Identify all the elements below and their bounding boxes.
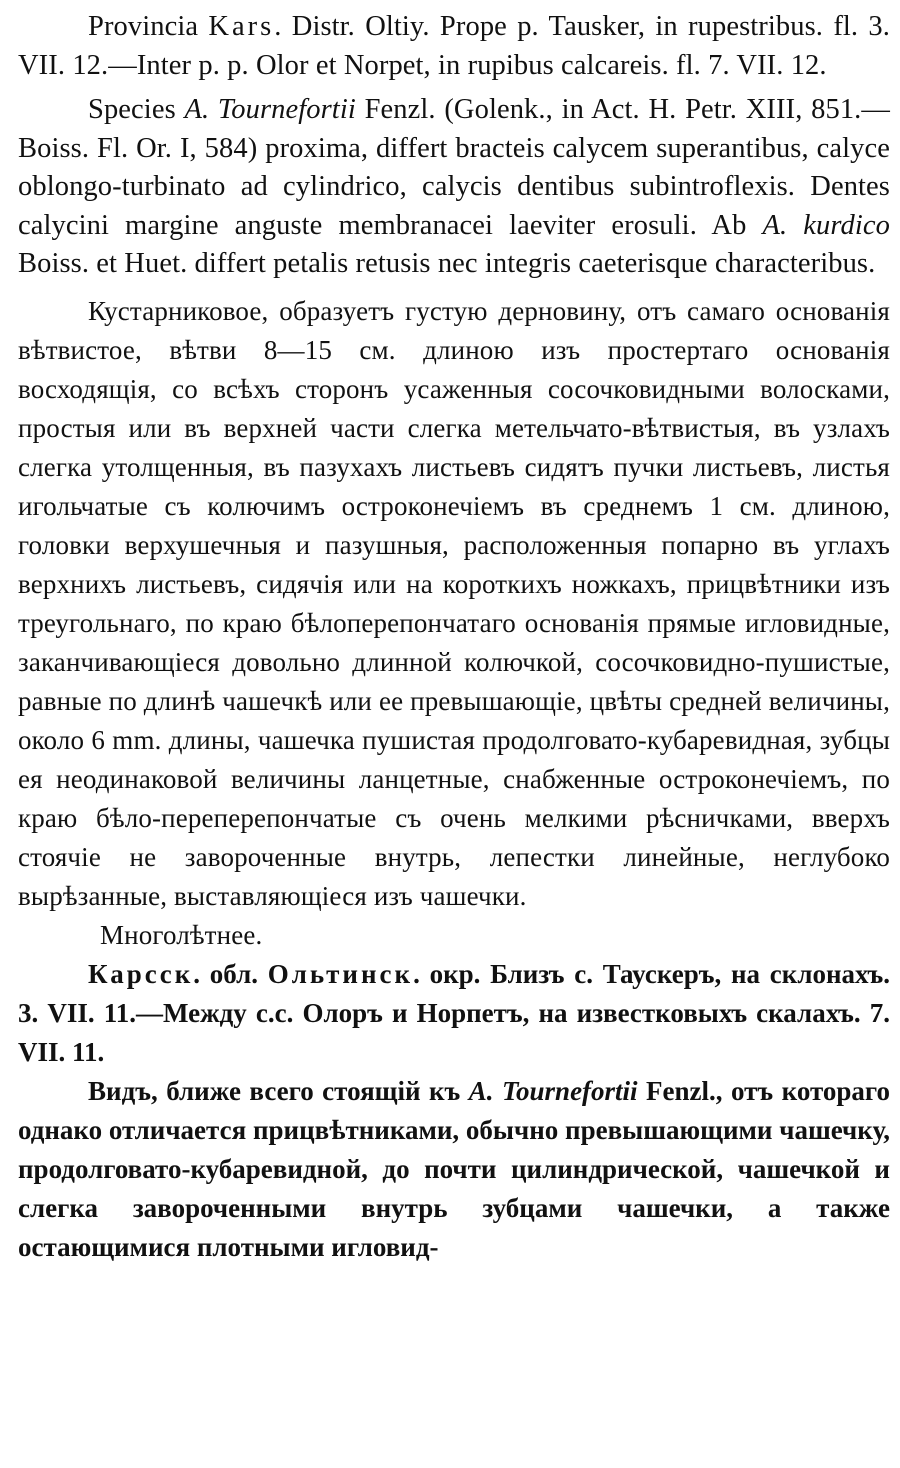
spacer <box>18 284 890 290</box>
locality-latin <box>18 8 890 85</box>
locality-latin-text-1: Provincia <box>88 11 209 42</box>
diagnosis-latin-text-3: Boiss. et Huet. differt petalis retusis nec integris caeterisque characteribus. <box>18 248 876 279</box>
locality-russian-region: Карсск <box>88 958 194 989</box>
comparison-russian <box>18 1072 890 1267</box>
locality-russian-text-2: . окр. Близъ с. Таускеръ, на склонахъ. 3. VII. 11.—Между с.с. Олоръ и Норпетъ, на известковыхъ скалахъ. 7. VII. 11. <box>18 958 890 1067</box>
locality-russian <box>18 955 890 1072</box>
diagnosis-latin-species-1: A. Tournefortii <box>184 94 356 125</box>
locality-russian-district: Ольтинск <box>267 958 414 989</box>
comparison-russian-text-1: Видъ, ближе всего стоящій къ <box>88 1075 469 1106</box>
description-russian: Кустарниковое, образуетъ густую дерновину, отъ самаго основанія вѣтвистое, вѣтви 8—15 см. длиною изъ простертаго основанія восходящія, со всѣхъ сторонъ усаженныя сосочковидными волосками, простыя или въ верхней части слегка метельчато-вѣтвистыя, въ узлахъ слегка утолщенныя, въ пазухахъ листьевъ сидятъ пучки листьевъ, листья игольчатые съ колючимъ остроконечіемъ въ среднемъ 1 см. длиною, головки верхушечныя и пазушныя, расположенныя попарно въ углахъ верхнихъ листьевъ, сидячія или на короткихъ ножкахъ, прицвѣтники изъ треугольнаго, по краю бѣлоперепончатаго основанія прямые игловидные, заканчивающіеся довольно длинной колючкой, сосочковидно-пушистые, равные по длинѣ чашечкѣ или ее превышающіе, цвѣты средней величины, около 6 mm. длины, чашечка пушистая продолговато-кубаревидная, зубцы ея неодинаковой величины ланцетные, снабженные остроконечіемъ, по краю бѣло-переперепончатые съ очень мелкими рѣсничками, вверхъ стоячіе не завороченные внутрь, лепестки линейные, неглубоко вырѣзанные, выставляющіеся изъ чашечки. <box>18 295 890 911</box>
diagnosis-latin-text-1: Species <box>88 94 185 125</box>
document-page <box>18 8 890 1460</box>
comparison-russian-species: A. Tournefortii <box>468 1075 638 1106</box>
locality-latin-text-2: . Distr. Oltiy. Prope p. Tausker, in rupestribus. fl. 3. VII. 12.—Inter p. p. Olor et Norpet, in rupibus calcareis. fl. 7. VII. 12. <box>18 11 891 81</box>
lifeform-russian: Многолѣтнее. <box>100 919 263 950</box>
diagnosis-latin <box>18 91 890 284</box>
diagnosis-latin-text-2: Fenzl. (Golenk., in Act. H. Petr. XIII, 851.—Boiss. Fl. Or. I, 584) proxima, differt bracteis calycem superantibus, calyce oblongo-turbinato ad cylindrico, calycis dentibus subintroflexis. Dentes calycini margine anguste membranacei laeviter erosuli. Ab <box>18 94 890 241</box>
diagnosis-latin-species-2: A. kurdico <box>762 209 890 241</box>
locality-latin-province: Kars <box>208 11 275 42</box>
locality-russian-text-1: . обл. <box>193 958 268 989</box>
comparison-russian-text-2: Fenzl., отъ котораго однако отличается прицвѣтниками, обычно превышающими чашечку, продолговато-кубаревидной, до почти цилиндрической, чашечкой и слегка завороченными внутрь зубцами чашечки, а также остающимися плотными игловид- <box>18 1075 891 1262</box>
